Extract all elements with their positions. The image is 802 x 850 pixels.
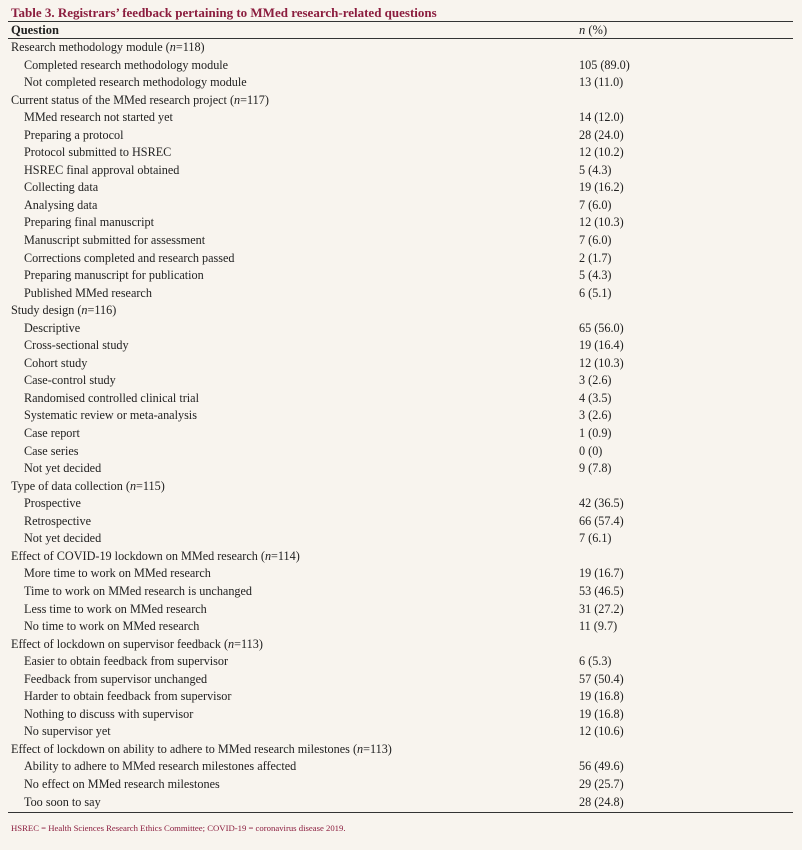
- row-value: 11 (9.7): [579, 619, 618, 634]
- table-row: [0, 214, 802, 232]
- table-row: [0, 337, 802, 355]
- row-label: Manuscript submitted for assessment: [24, 233, 206, 248]
- table-row: [0, 232, 802, 250]
- table-row: [0, 443, 802, 461]
- table-row: [0, 706, 802, 724]
- table-row: [0, 495, 802, 513]
- row-label: Not yet decided: [24, 461, 102, 476]
- section-n-count: =117): [240, 92, 269, 107]
- section-n-symbol: n: [357, 741, 364, 756]
- section-label: [11, 92, 269, 110]
- section-row: [0, 92, 802, 110]
- row-label: No supervisor yet: [24, 724, 111, 739]
- row-label: Case-control study: [24, 373, 116, 388]
- table-row: [0, 250, 802, 268]
- table-row: [0, 565, 802, 583]
- section-n-symbol: n: [234, 92, 241, 107]
- section-label-text: Current status of the MMed research project (: [11, 92, 235, 107]
- row-label: Ability to adhere to MMed research milestones affected: [24, 759, 297, 774]
- row-value: 19 (16.8): [579, 706, 624, 721]
- section-label: [11, 636, 263, 654]
- table-row: [0, 460, 802, 478]
- row-label: No effect on MMed research milestones: [24, 776, 220, 791]
- table-bottom-rule: [8, 812, 793, 813]
- row-label: Feedback from supervisor unchanged: [24, 671, 208, 686]
- row-value: 53 (46.5): [579, 583, 624, 598]
- row-label: Randomised controlled clinical trial: [24, 390, 199, 405]
- section-label-text: Study design (: [11, 303, 82, 318]
- section-label-text: Type of data collection (: [11, 478, 130, 493]
- table-body: [0, 39, 802, 811]
- section-n-count: =118): [175, 40, 205, 54]
- row-value: 19 (16.7): [579, 566, 624, 581]
- row-value: 31 (27.2): [579, 601, 624, 616]
- row-value: 3 (2.6): [579, 408, 612, 423]
- column-header-n-percent: [579, 23, 607, 38]
- table-row: [0, 513, 802, 531]
- table-row: [0, 530, 802, 548]
- row-label: HSREC final approval obtained: [24, 162, 180, 177]
- table-footnote: HSREC = Health Sciences Research Ethics Committee; COVID-19 = coronavirus disease 2019.: [11, 823, 346, 833]
- table-row: [0, 355, 802, 373]
- column-header-n: n: [579, 23, 586, 37]
- row-label: Case series: [24, 443, 79, 458]
- row-value: 3 (2.6): [579, 373, 612, 388]
- row-value: 66 (57.4): [579, 513, 624, 528]
- section-label: [11, 548, 300, 566]
- section-label-text: Effect of lockdown on ability to adhere to MMed research milestones (: [11, 741, 357, 756]
- table-title: Table 3. Registrars’ feedback pertaining to MMed research-related questions: [11, 5, 437, 20]
- row-value: 57 (50.4): [579, 671, 624, 686]
- section-label-text: Effect of COVID-19 lockdown on MMed research (: [11, 548, 265, 563]
- table-row: [0, 162, 802, 180]
- row-label: Collecting data: [24, 180, 99, 195]
- row-value: 4 (3.5): [579, 390, 612, 405]
- table-row: [0, 758, 802, 776]
- row-value: 19 (16.8): [579, 689, 624, 704]
- row-value: 56 (49.6): [579, 759, 624, 774]
- table-row: [0, 407, 802, 425]
- row-value: 5 (4.3): [579, 268, 612, 283]
- row-label: Analysing data: [24, 197, 98, 212]
- table-row: [0, 425, 802, 443]
- section-label-text: Research methodology module (: [11, 40, 170, 54]
- row-label: More time to work on MMed research: [24, 566, 211, 581]
- row-label: MMed research not started yet: [24, 110, 173, 125]
- table-row: [0, 688, 802, 706]
- section-row: [0, 302, 802, 320]
- column-header-percent: (%): [585, 23, 608, 37]
- row-value: 65 (56.0): [579, 320, 624, 335]
- row-label: Protocol submitted to HSREC: [24, 145, 172, 160]
- table-row: [0, 390, 802, 408]
- section-label-text: Effect of lockdown on supervisor feedback (: [11, 636, 229, 651]
- row-label: Preparing a protocol: [24, 127, 124, 142]
- row-value: 42 (36.5): [579, 496, 624, 511]
- table-row: [0, 794, 802, 812]
- header-top-rule: [8, 21, 793, 22]
- section-n-symbol: n: [129, 478, 137, 493]
- row-value: 6 (5.3): [579, 654, 612, 669]
- section-n-count: =113): [363, 741, 392, 756]
- row-label: Too soon to say: [24, 794, 101, 809]
- table-row: [0, 320, 802, 338]
- section-label: [11, 39, 205, 57]
- row-label: Systematic review or meta-analysis: [24, 408, 197, 423]
- table-row: [0, 653, 802, 671]
- row-label: Corrections completed and research passed: [24, 250, 235, 265]
- row-label: Not completed research methodology module: [24, 75, 247, 90]
- section-row: [0, 39, 802, 57]
- table-row: [0, 618, 802, 636]
- row-label: Cross-sectional study: [24, 338, 129, 353]
- row-value: 2 (1.7): [579, 250, 612, 265]
- row-label: Easier to obtain feedback from supervisor: [24, 654, 229, 669]
- row-value: 9 (7.8): [579, 461, 612, 476]
- section-label: [11, 741, 392, 759]
- row-value: 28 (24.0): [579, 127, 624, 142]
- section-n-count: =114): [271, 548, 300, 563]
- section-label: [11, 478, 165, 496]
- row-label: Prospective: [24, 496, 81, 511]
- section-n-count: =113): [234, 636, 263, 651]
- row-value: 12 (10.3): [579, 355, 624, 370]
- table-row: [0, 267, 802, 285]
- column-header-question: Question: [11, 23, 59, 37]
- section-row: [0, 636, 802, 654]
- row-value: 13 (11.0): [579, 75, 624, 90]
- table-row: [0, 144, 802, 162]
- table-row: [0, 601, 802, 619]
- row-label: Not yet decided: [24, 531, 102, 546]
- section-row: [0, 548, 802, 566]
- row-label: Harder to obtain feedback from supervisor: [24, 689, 232, 704]
- table-row: [0, 74, 802, 92]
- table-row: [0, 723, 802, 741]
- row-label: Retrospective: [24, 513, 92, 528]
- row-value: 12 (10.3): [579, 215, 624, 230]
- table-row: [0, 776, 802, 794]
- row-value: 7 (6.0): [579, 197, 612, 212]
- row-label: Preparing final manuscript: [24, 215, 154, 230]
- row-value: 7 (6.0): [579, 233, 612, 248]
- table-row: [0, 109, 802, 127]
- row-value: 7 (6.1): [579, 531, 612, 546]
- row-value: 29 (25.7): [579, 776, 624, 791]
- row-value: 19 (16.2): [579, 180, 624, 195]
- section-n-count: =116): [87, 303, 117, 318]
- row-label: Nothing to discuss with supervisor: [24, 706, 194, 721]
- section-n-symbol: n: [264, 548, 272, 563]
- row-label: Less time to work on MMed research: [24, 601, 207, 616]
- table-row: [0, 179, 802, 197]
- row-value: 12 (10.2): [579, 145, 624, 160]
- section-n-symbol: n: [228, 636, 235, 651]
- table-row: [0, 197, 802, 215]
- section-n-symbol: n: [81, 303, 88, 318]
- section-row: [0, 741, 802, 759]
- row-value: 5 (4.3): [579, 162, 612, 177]
- row-value: 105 (89.0): [579, 57, 630, 72]
- section-n-symbol: n: [169, 40, 176, 54]
- table-row: [0, 671, 802, 689]
- row-label: Completed research methodology module: [24, 57, 229, 72]
- row-label: Published MMed research: [24, 285, 152, 300]
- table-row: [0, 372, 802, 390]
- row-value: 1 (0.9): [579, 426, 612, 441]
- row-label: Descriptive: [24, 320, 81, 335]
- row-value: 28 (24.8): [579, 794, 624, 809]
- row-value: 0 (0): [579, 443, 603, 458]
- table-row: [0, 285, 802, 303]
- row-label: No time to work on MMed research: [24, 619, 200, 634]
- row-label: Time to work on MMed research is unchanged: [24, 583, 253, 598]
- table-row: [0, 127, 802, 145]
- table-row: [0, 57, 802, 75]
- section-n-count: =115): [136, 478, 165, 493]
- row-value: 6 (5.1): [579, 285, 612, 300]
- row-value: 12 (10.6): [579, 724, 624, 739]
- section-label: [11, 302, 116, 320]
- row-value: 14 (12.0): [579, 110, 624, 125]
- row-label: Cohort study: [24, 355, 88, 370]
- row-label: Preparing manuscript for publication: [24, 268, 204, 283]
- row-label: Case report: [24, 426, 80, 441]
- row-value: 19 (16.4): [579, 338, 624, 353]
- table-row: [0, 583, 802, 601]
- section-row: [0, 478, 802, 496]
